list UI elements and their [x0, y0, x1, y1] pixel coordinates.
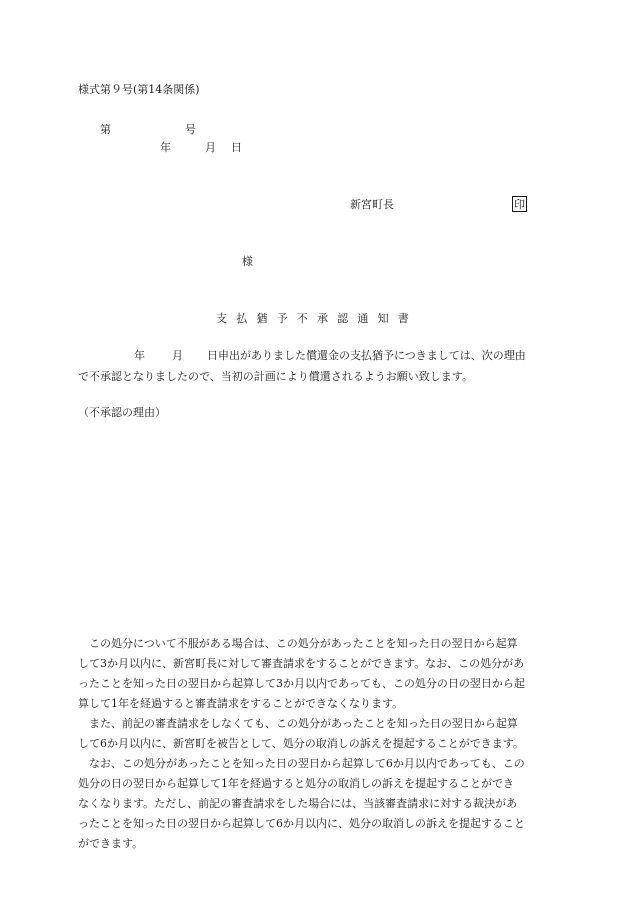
notice-line: して6か月以内に、新宮町を被告として、処分の取消しの訴えを提起することができます。 [78, 737, 524, 750]
date-day-label: 日 [231, 141, 242, 154]
document-number-prefix: 第 [100, 123, 111, 136]
document-number-suffix: 号 [185, 123, 196, 136]
reason-heading: （不承認の理由） [78, 406, 166, 419]
notice-line: また、前記の審査請求をしなくても、この処分があったことを知った日の翌日から起算 [78, 717, 518, 730]
date-year-label: 年 [160, 141, 171, 154]
form-number: 様式第９号(第14条関係) [78, 83, 200, 96]
seal-mark: 印 [514, 198, 525, 211]
appeal-notice [78, 634, 558, 854]
document-title: 支払猶予不承認通知書 [216, 312, 418, 325]
request-month-label: 月 [172, 349, 183, 362]
request-year-label: 年 [134, 349, 145, 362]
date-month-label: 月 [205, 141, 216, 154]
notice-line: ができます。 [78, 837, 144, 850]
notice-line: 処分の日の翌日から起算して1年を経過すると処分の取消しの訴えを提起することができ [78, 777, 514, 790]
notice-line: なお、この処分があったことを知った日の翌日から起算して6か月以内であっても、この [78, 757, 525, 770]
notice-line: ったことを知った日の翌日から起算して3か月以内であっても、この処分の日の翌日から起 [78, 677, 525, 690]
notice-line: ったことを知った日の翌日から起算して6か月以内に、処分の取消しの訴えを提起すること [78, 817, 525, 830]
addressee-honorific: 様 [242, 255, 253, 268]
body-text-line-1: 日申出がありました償還金の支払猶予につきましては、次の理由 [207, 349, 526, 362]
issuer-title: 新宮町長 [350, 198, 394, 211]
notice-line: この処分について不服がある場合は、この処分があったことを知った日の翌日から起算 [78, 637, 518, 650]
notice-line: なくなります。ただし、前記の審査請求をした場合には、当該審査請求に対する裁決があ [78, 797, 518, 810]
notice-line: 算して1年を経過すると審査請求をすることができなくなります。 [78, 697, 404, 710]
body-text-line-2: で不承認となりましたので、当初の計画により償還されるようお願い致します。 [78, 370, 473, 383]
notice-line: して3か月以内に、新宮町長に対して審査請求をすることができます。なお、この処分があ [78, 657, 525, 670]
